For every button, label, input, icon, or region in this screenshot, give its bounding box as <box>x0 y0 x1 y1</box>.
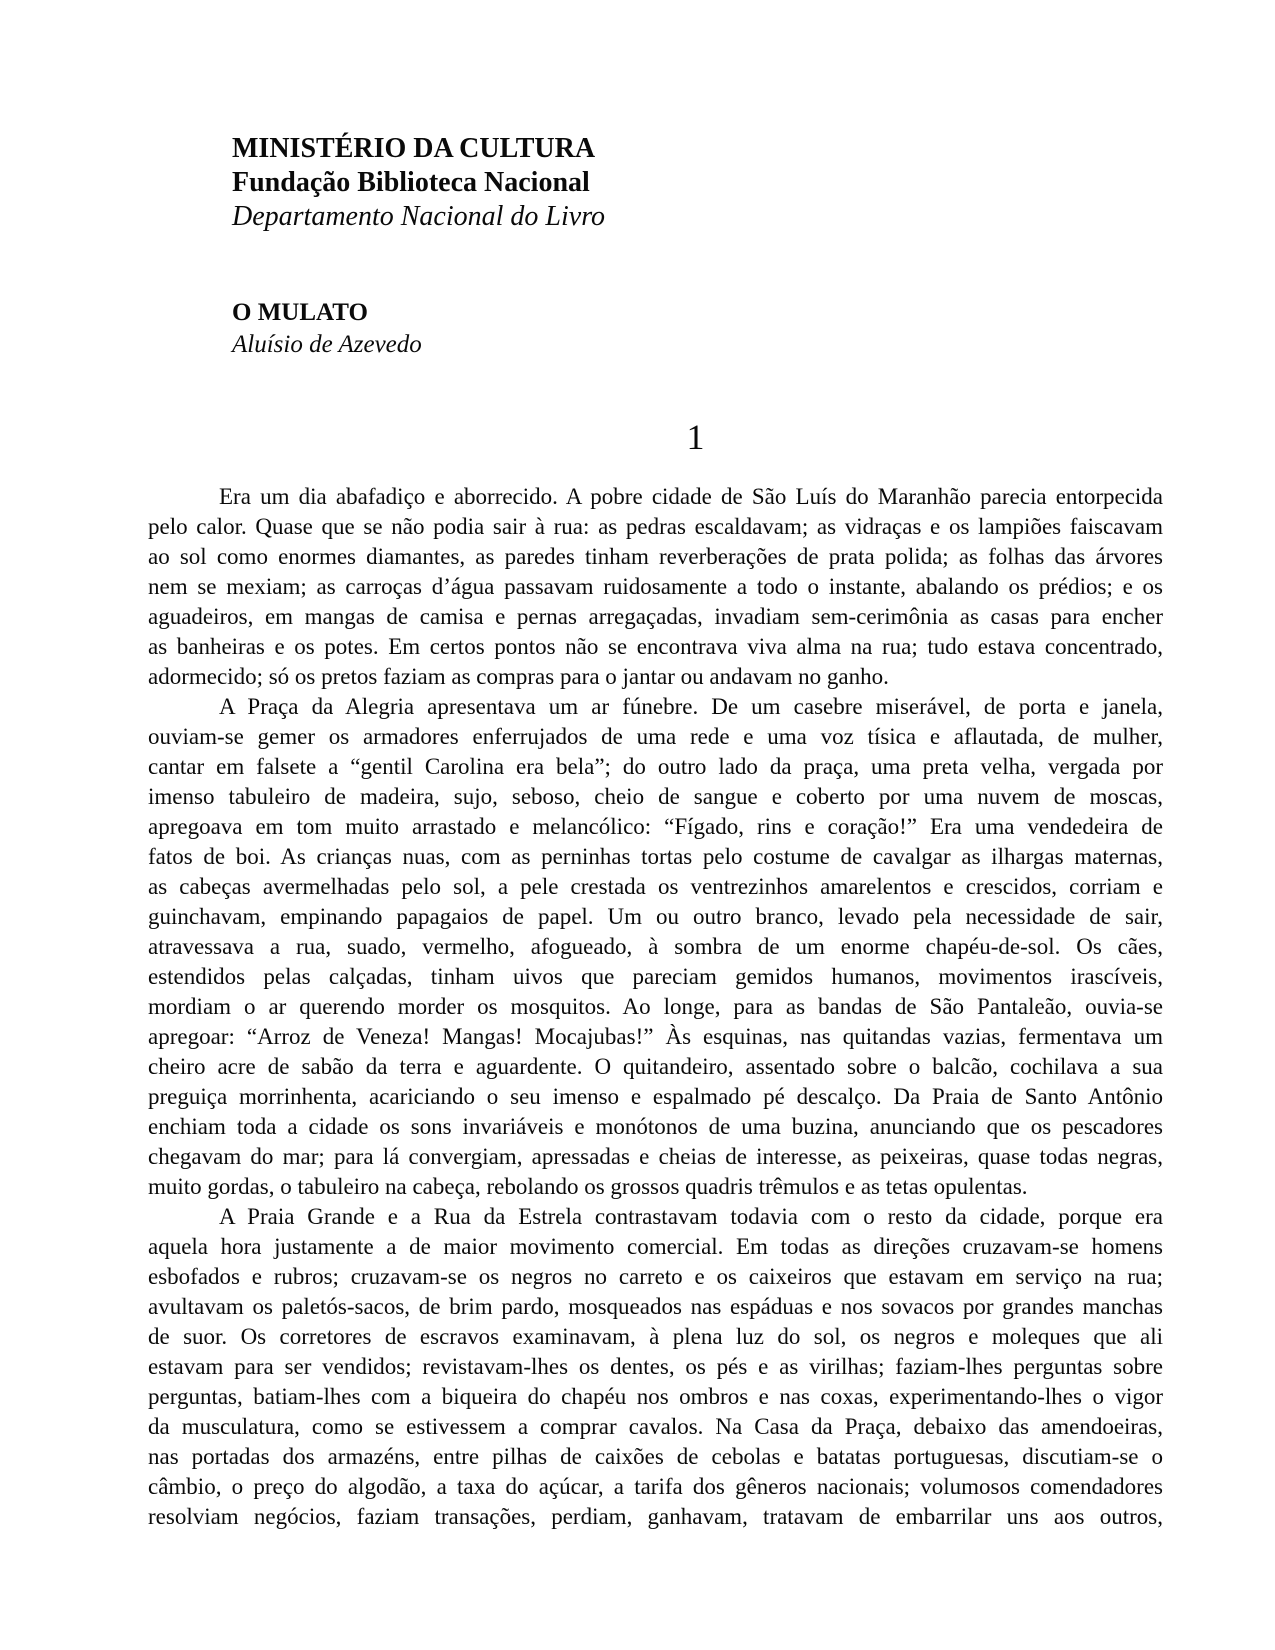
text-line: mordiam o ar querendo morder os mosquitos. Ao longe, para as bandas de São Pantaleão, ouvia-se <box>148 994 1163 1019</box>
text-line: da musculatura, como se estivessem a comprar cavalos. Na Casa da Praça, debaixo das amendoeiras, <box>148 1414 1163 1439</box>
chapter-number: 1 <box>686 417 705 457</box>
text-line: A Praça da Alegria apresentava um ar fúnebre. De um casebre miserável, de porta e janela, <box>219 694 1163 719</box>
publisher-department: Departamento Nacional do Livro <box>232 201 606 232</box>
text-line: de suor. Os corretores de escravos examinavam, à plena luz do sol, os negros e moleques que ali <box>148 1324 1163 1349</box>
publisher-block <box>232 132 605 234</box>
publisher-ministry: MINISTÉRIO DA CULTURA <box>232 133 596 164</box>
text-line: ao sol como enormes diamantes, as paredes tinham reverberações de prata polida; as folhas das árvores <box>148 544 1163 569</box>
text-line: enchiam toda a cidade os sons invariáveis e monótonos de uma buzina, anunciando que os pescadores <box>148 1114 1163 1139</box>
work-title: O MULATO <box>232 299 368 326</box>
text-line: cantar em falsete a “gentil Carolina era bela”; do outro lado da praça, uma preta velha, vergada por <box>148 754 1163 779</box>
text-line: aguadeiros, em mangas de camisa e pernas arregaçadas, invadiam sem-cerimônia as casas para encher <box>148 604 1163 629</box>
text-line: estendidos pelas calçadas, tinham uivos que pareciam gemidos humanos, movimentos irascíveis, <box>148 964 1163 989</box>
text-line: as cabeças avermelhadas pelo sol, a pele crestada os ventrezinhos amarelentos e crescidos, corriam e <box>148 874 1163 899</box>
paragraph <box>148 1202 1163 1532</box>
text-line: ouviam-se gemer os armadores enferrujados de uma rede e uma voz tísica e aflautada, de mulher, <box>148 724 1163 749</box>
text-line: chegavam do mar; para lá convergiam, apressadas e cheias de interesse, as peixeiras, quase todas negras, <box>148 1144 1163 1169</box>
text-line: nem se mexiam; as carroças d’água passavam ruidosamente a todo o instante, abalando os prédios; e os <box>148 574 1163 599</box>
publisher-foundation: Fundação Biblioteca Nacional <box>232 167 590 198</box>
work-block <box>232 297 422 361</box>
text-line: atravessava a rua, suado, vermelho, afogueado, à sombra de um enorme chapéu-de-sol. Os cães, <box>148 934 1163 959</box>
text-line: Era um dia abafadiço e aborrecido. A pobre cidade de São Luís do Maranhão parecia entorpecida <box>219 484 1163 509</box>
text-line: muito gordas, o tabuleiro na cabeça, rebolando os grossos quadris trêmulos e as tetas opulentas. <box>148 1174 1028 1199</box>
paragraph <box>148 692 1163 1202</box>
text-line: estavam para ser vendidos; revistavam-lhes os dentes, os pés e as virilhas; faziam-lhes perguntas sobre <box>148 1354 1163 1379</box>
text-line: perguntas, batiam-lhes com a biqueira do chapéu nos ombros e nas coxas, experimentando-lhes o vigor <box>148 1384 1163 1409</box>
paragraph <box>148 482 1163 692</box>
text-line: fatos de boi. As crianças nuas, com as perninhas tortas pelo costume de cavalgar as ilhargas maternas, <box>148 844 1163 869</box>
text-line: pelo calor. Quase que se não podia sair à rua: as pedras escaldavam; as vidraças e os lampiões faiscavam <box>148 514 1163 539</box>
text-line: cheiro acre de sabão da terra e aguardente. O quitandeiro, assentado sobre o balcão, cochilava a sua <box>148 1054 1163 1079</box>
text-line: apregoar: “Arroz de Veneza! Mangas! Mocajubas!” Às esquinas, nas quitandas vazias, fermentava um <box>148 1024 1163 1049</box>
body-text <box>148 482 1163 1532</box>
text-line: preguiça morrinhenta, acariciando o seu imenso e espalmado pé descalço. Da Praia de Santo Antônio <box>148 1084 1163 1109</box>
text-line: guinchavam, empinando papagaios de papel. Um ou outro branco, levado pela necessidade de sair, <box>148 904 1163 929</box>
text-line: adormecido; só os pretos faziam as compras para o jantar ou andavam no ganho. <box>148 664 889 689</box>
text-line: apregoava em tom muito arrastado e melancólico: “Fígado, rins e coração!” Era uma vendedeira de <box>148 814 1163 839</box>
text-line: aquela hora justamente a de maior movimento comercial. Em todas as direções cruzavam-se homens <box>148 1234 1163 1259</box>
text-line: resolviam negócios, faziam transações, perdiam, ganhavam, tratavam de embarrilar uns aos outros, <box>148 1504 1163 1529</box>
text-line: nas portadas dos armazéns, entre pilhas de caixões de cebolas e batatas portuguesas, discutiam-se o <box>148 1444 1163 1469</box>
text-line: imenso tabuleiro de madeira, sujo, seboso, cheio de sangue e coberto por uma nuvem de moscas, <box>148 784 1163 809</box>
text-line: câmbio, o preço do algodão, a taxa do açúcar, a tarifa dos gêneros nacionais; volumosos comendadores <box>148 1474 1163 1499</box>
text-line: avultavam os paletós-sacos, de brim pardo, mosqueados nas espáduas e nos sovacos por grandes manchas <box>148 1294 1163 1319</box>
text-line: A Praia Grande e a Rua da Estrela contrastavam todavia com o resto da cidade, porque era <box>219 1204 1163 1229</box>
text-line: as banheiras e os potes. Em certos pontos não se encontrava viva alma na rua; tudo estava concentrado, <box>148 634 1163 659</box>
work-author: Aluísio de Azevedo <box>232 331 422 358</box>
text-line: esbofados e rubros; cruzavam-se os negros no carreto e os caixeiros que estavam em serviço na rua; <box>148 1264 1163 1289</box>
